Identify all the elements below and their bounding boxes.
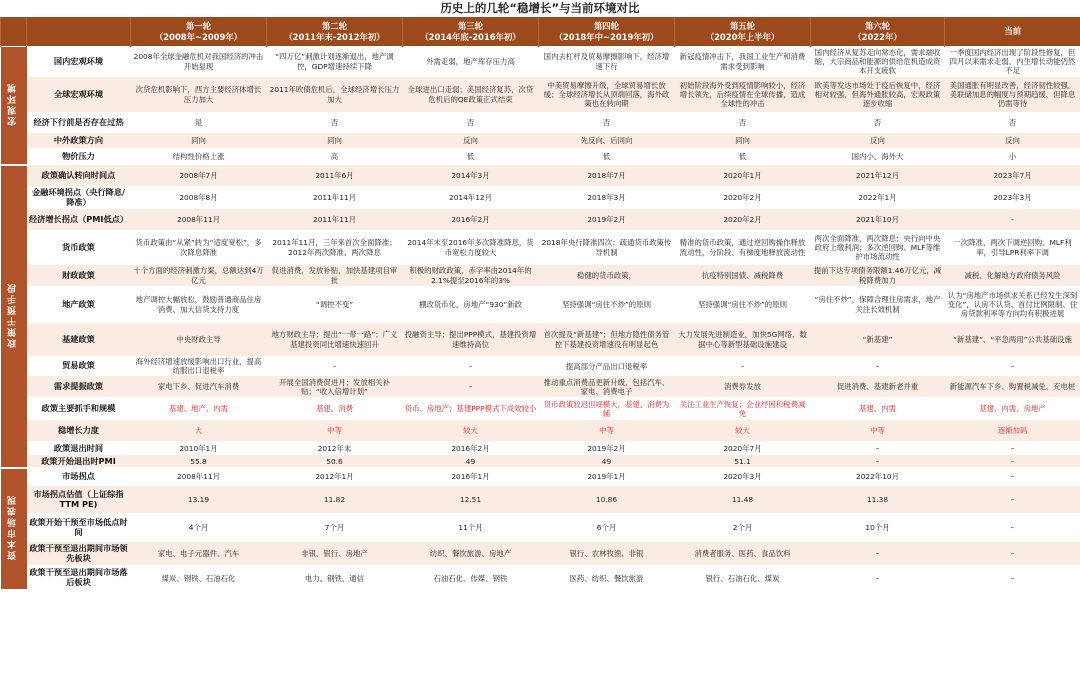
table-cell: 货币、房地产；基建PPP模式下成效较小 <box>403 398 539 420</box>
row-label: 市场拐点 <box>27 468 131 486</box>
table-cell: – <box>403 376 539 398</box>
table-cell: – <box>675 357 811 376</box>
table-row <box>1 542 1080 566</box>
table-row <box>1 287 1080 323</box>
table-cell: 基建、地产、内需 <box>131 398 267 420</box>
table-cell: – <box>945 357 1080 376</box>
table-cell: “房住不炒”，保障合理住房需求，地产关注长效机制 <box>811 287 945 323</box>
table-cell: 50.6 <box>267 455 403 468</box>
table-cell: 认为“房地产市场供求关系已经发生深刻变化”，认房不认贷、首付比例限制、住房贷款利率等方向均有积极进展 <box>945 287 1080 323</box>
table-cell: – <box>945 442 1080 455</box>
table-cell: 国内经济从复苏走向常态化，需求端收缩，大宗商品和能源的供给危机造成资本开支疲软 <box>811 47 945 77</box>
table-cell: 中等 <box>811 420 945 442</box>
table-cell: 2011年11月 <box>267 187 403 209</box>
table-cell: – <box>811 542 945 566</box>
table-cell: 投融资主导；提出PPP模式，基建投资增速维持高位 <box>403 323 539 357</box>
table-cell: 2016年1月 <box>403 468 539 486</box>
table-cell: 家电下乡、促进汽车消费 <box>131 376 267 398</box>
row-label: 经济下行前是否存在过热 <box>27 113 131 133</box>
table-cell: 坚持强调“房住不炒”的原则 <box>675 287 811 323</box>
header-corner <box>1 17 27 47</box>
table-cell: - <box>945 209 1080 231</box>
table-cell: 51.1 <box>675 455 811 468</box>
table-cell: 稳健的货币政策， <box>539 265 675 287</box>
table-row <box>1 209 1080 231</box>
column-header: 第三轮 （2014年底-2016年初） <box>403 17 539 47</box>
table-cell: 非银、银行、房地产 <box>267 542 403 566</box>
table-cell: 2023年7月 <box>945 165 1080 187</box>
table-cell: 中美贸易摩擦升级，全球贸易增长放缓；全球经济增长从顶端回落，海外政策也在转向期 <box>539 77 675 113</box>
table-cell: 否 <box>945 113 1080 133</box>
row-label: 贸易政策 <box>27 357 131 376</box>
table-cell: – <box>811 455 945 468</box>
table-row <box>1 376 1080 398</box>
row-label: 稳增长力度 <box>27 420 131 442</box>
row-label: 政策确认转向时间点 <box>27 165 131 187</box>
header-corner-label <box>27 17 131 47</box>
table-cell: 家电、电子元器件、汽车 <box>131 542 267 566</box>
table-cell: 基建、内需、房地产 <box>945 398 1080 420</box>
table-cell: 2019年2月 <box>539 442 675 455</box>
column-header: 第五轮 （2020年上半年） <box>675 17 811 47</box>
table-cell: 11.38 <box>811 486 945 514</box>
table-cell: 精准的货币政策，通过逆回购操作释放流动性，分阶段、有梯度地释放流动性 <box>675 231 811 265</box>
table-cell: 基建、内需 <box>811 398 945 420</box>
table-body <box>1 47 1080 590</box>
table-cell: 电力、钢铁、通信 <box>267 566 403 590</box>
table-cell: – <box>945 455 1080 468</box>
table-cell: 2022年10月 <box>811 468 945 486</box>
table-cell: 2020年2月 <box>675 187 811 209</box>
table-row <box>1 165 1080 187</box>
table-cell: 2021年12月 <box>811 165 945 187</box>
table-cell: 十个方面的经济刺激方案，总额达到4万亿元 <box>131 265 267 287</box>
table-cell: 初始阶段海外受到疫情影响较小，经济增长领先，后续疫情在全球传播，造成全球性的冲击 <box>675 77 811 113</box>
table-cell: 12.51 <box>403 486 539 514</box>
table-cell: 全球进出口走弱；美国经济复苏，次贷危机后的QE政策正式结束 <box>403 77 539 113</box>
row-label: 政策退出时间 <box>27 442 131 455</box>
table-cell: 低 <box>539 149 675 165</box>
row-label: 政策干预至退出期间市场领先板块 <box>27 542 131 566</box>
table-cell: 中等 <box>267 420 403 442</box>
table-cell: 减税、化解地方政府债务风险 <box>945 265 1080 287</box>
table-cell: – <box>811 357 945 376</box>
table-row <box>1 231 1080 265</box>
column-header: 第四轮 （2018年中~2019年初） <box>539 17 675 47</box>
row-label: 物价压力 <box>27 149 131 165</box>
table-title: 历史上的几轮“稳增长”与当前环境对比 <box>440 1 640 15</box>
table-row <box>1 47 1080 77</box>
table-cell: 新能源汽车下乡、购置税减免、充电桩 <box>945 376 1080 398</box>
table-cell: 2008年8月 <box>131 187 267 209</box>
table-cell: 地方财政主导；提出“一带一路”；广义基建投资同比增速快速回升 <box>267 323 403 357</box>
table-cell: “新基建” <box>811 323 945 357</box>
table-cell: 一季度国内经济出现了阶段性修复，但四月以来需求走弱，内生增长动能仍然不足 <box>945 47 1080 77</box>
table-row <box>1 566 1080 590</box>
table-row <box>1 77 1080 113</box>
table-row <box>1 149 1080 165</box>
table-cell: 13.19 <box>131 486 267 514</box>
table-row <box>1 455 1080 468</box>
table-cell: 棚改货币化，房地产“930”新政 <box>403 287 539 323</box>
row-label: 国内宏观环境 <box>27 47 131 77</box>
table-cell: 2014年末至2016年多次降准降息，货币宽松力度较大 <box>403 231 539 265</box>
table-cell: 2023年3月 <box>945 187 1080 209</box>
table-cell: 2016年2月 <box>403 209 539 231</box>
table-cell: 2014年12月 <box>403 187 539 209</box>
table-cell: 欧美等发达市场处于疫后恢复中，经济相对较强，但海外通胀较高，宏观政策逐步收缩 <box>811 77 945 113</box>
table-cell: 2019年2月 <box>539 209 675 231</box>
table-row <box>1 486 1080 514</box>
table-cell: “新基建”、“平急两用”公共基础设施 <box>945 323 1080 357</box>
table-cell: 大力发展先进制造业，加快5G网络、数据中心等新型基础设施建设 <box>675 323 811 357</box>
table-cell: 10.86 <box>539 486 675 514</box>
table-cell: 首次提及“新基建”；但地方隐性债务管控下基建投资增速没有明显起色 <box>539 323 675 357</box>
row-label: 政策主要抓手和规模 <box>27 398 131 420</box>
table-cell: 11.82 <box>267 486 403 514</box>
table-cell: 2018年7月 <box>539 165 675 187</box>
table-cell: 2016年2月 <box>403 442 539 455</box>
table-row <box>1 398 1080 420</box>
table-cell: 同向 <box>267 133 403 149</box>
table-cell: 地产调控大幅放松，鼓励普通商品住房消费、加大信贷支持力度 <box>131 287 267 323</box>
row-label: 货币政策 <box>27 231 131 265</box>
table-cell: 开展全国消费促进月；发放相关补贴；“收入倍增计划” <box>267 376 403 398</box>
table-cell: 提高部分产品出口退税率 <box>539 357 675 376</box>
table-cell: 中央财政主导 <box>131 323 267 357</box>
table-cell: 积极的财政政策，赤字率由2014年的2.1%提至2016年的3% <box>403 265 539 287</box>
table-cell: 国内小、海外大 <box>811 149 945 165</box>
table-cell: 2020年7月 <box>675 442 811 455</box>
table-cell: 否 <box>811 113 945 133</box>
table-cell: 2012年末 <box>267 442 403 455</box>
table-cell: 小 <box>945 149 1080 165</box>
row-label: 需求提振政策 <box>27 376 131 398</box>
table-cell: 同向 <box>675 133 811 149</box>
table-cell: 低 <box>403 149 539 165</box>
table-cell: 2018年3月 <box>539 187 675 209</box>
table-cell: 2008年11月 <box>131 209 267 231</box>
table-cell: 2008年全球金融危机对我国经济的冲击开始显现 <box>131 47 267 77</box>
table-cell: 推动重点消费品更新升级，包括汽车、家电、消费电子 <box>539 376 675 398</box>
table-cell: – <box>811 442 945 455</box>
column-header: 当前 <box>945 17 1080 47</box>
header-row <box>1 17 1080 47</box>
table-cell: 坚持强调“房住不炒”的原则 <box>539 287 675 323</box>
table-cell: “四万亿”刺激计划逐渐退出，地产调控，GDP增速持续下降 <box>267 47 403 77</box>
table-cell: 2011年11月 <box>267 209 403 231</box>
table-cell: 两次全面降准，两次降息；央行向中央政府上缴利润；多次逆回购、MLF等维护市场流动性 <box>811 231 945 265</box>
table-cell: 石油石化、传媒、钢铁 <box>403 566 539 590</box>
table-cell: 纺织、餐饮旅游、房地产 <box>403 542 539 566</box>
table-cell: 2010年1月 <box>131 442 267 455</box>
group-label: 资本市场表现 <box>1 468 27 590</box>
table-row <box>1 133 1080 149</box>
row-label: 经济增长拐点（PMI低点） <box>27 209 131 231</box>
table-row <box>1 442 1080 455</box>
table-row <box>1 468 1080 486</box>
table-cell: 2019年1月 <box>539 468 675 486</box>
table-cell: – <box>945 542 1080 566</box>
table-cell: 逐渐加码 <box>945 420 1080 442</box>
table-cell: 2012年1月 <box>267 468 403 486</box>
table-cell: 反向 <box>945 133 1080 149</box>
row-label: 地产政策 <box>27 287 131 323</box>
table-cell: – <box>945 514 1080 542</box>
column-header: 第一轮 （2008年~2009年） <box>131 17 267 47</box>
group-label: 宏观环境 <box>1 47 27 165</box>
table-cell: 11.48 <box>675 486 811 514</box>
table-cell: 消费者服务、医药、食品饮料 <box>675 542 811 566</box>
table-row <box>1 357 1080 376</box>
table-cell: 是 <box>131 113 267 133</box>
table-cell: 2021年10月 <box>811 209 945 231</box>
table-cell: 6个月 <box>539 514 675 542</box>
table-cell: 2011年6月 <box>267 165 403 187</box>
row-label: 金融环境拐点（央行降息/降准） <box>27 187 131 209</box>
group-label: 政策干预手段 <box>1 165 27 468</box>
table-cell: 2022年1月 <box>811 187 945 209</box>
row-label: 全球宏观环境 <box>27 77 131 113</box>
table-cell: 4个月 <box>131 514 267 542</box>
table-cell: 关注工业生产恢复；企业纾困和税费减免 <box>675 398 811 420</box>
table-cell: 抗疫特别国债、减税降费 <box>675 265 811 287</box>
table-cell: 2个月 <box>675 514 811 542</box>
row-label: 政策干预至退出期间市场落后板块 <box>27 566 131 590</box>
comparison-table <box>0 16 1080 591</box>
table-cell: 海外经济增速放缓影响出口行业，提高纺服出口退税率 <box>131 357 267 376</box>
table-cell: 2014年3月 <box>403 165 539 187</box>
table-cell: 外需走弱，地产库存压力高 <box>403 47 539 77</box>
row-label: 政策开始退出时PMI <box>27 455 131 468</box>
table-cell: 大 <box>131 420 267 442</box>
table-cell: – <box>945 566 1080 590</box>
table-cell: 美国通胀有明显改善，经济韧性较强。美联储加息的幅度与预期趋缓，但降息仍需等待 <box>945 77 1080 113</box>
table-cell: 2020年3月 <box>675 468 811 486</box>
table-cell: – <box>811 566 945 590</box>
table-cell: 2011年11月，三年来首次全面降准；2012年两次降准、两次降息 <box>267 231 403 265</box>
table-cell: 否 <box>267 113 403 133</box>
table-cell: – <box>267 357 403 376</box>
row-label: 财政政策 <box>27 265 131 287</box>
table-cell: 2020年2月 <box>675 209 811 231</box>
row-label: 中外政策方向 <box>27 133 131 149</box>
table-cell: 同向 <box>131 133 267 149</box>
table-cell: 2020年1月 <box>675 165 811 187</box>
table-cell: 货币政策由“从紧”转为“适度宽松”，多次降息降准 <box>131 231 267 265</box>
table-cell: 新冠疫情冲击下，我国工业生产和消费需求受到影响 <box>675 47 811 77</box>
table-cell: 结构性价格上涨 <box>131 149 267 165</box>
table-cell: 较大 <box>675 420 811 442</box>
row-label: 基建政策 <box>27 323 131 357</box>
table-cell: – <box>403 357 539 376</box>
table-cell: 反向 <box>811 133 945 149</box>
table-cell: 次贷危机影响下，西方主要经济体增长压力加大 <box>131 77 267 113</box>
column-header: 第二轮 （2011年末-2012年初） <box>267 17 403 47</box>
table-row <box>1 514 1080 542</box>
table-cell: 2011年欧债危机后，全球经济增长压力加大 <box>267 77 403 113</box>
table-cell: 基建、消费 <box>267 398 403 420</box>
table-cell: 煤炭、钢铁、石油石化 <box>131 566 267 590</box>
row-label: 市场拐点估值（上证综指TTM PE) <box>27 486 131 514</box>
table-cell: 2008年7月 <box>131 165 267 187</box>
table-row <box>1 420 1080 442</box>
table-cell: 反向 <box>403 133 539 149</box>
table-cell: – <box>945 486 1080 514</box>
table-row <box>1 187 1080 209</box>
table-cell: 否 <box>539 113 675 133</box>
table-cell: 55.8 <box>131 455 267 468</box>
table-cell: 2018年央行降准四次；疏通货币政策传导机制 <box>539 231 675 265</box>
table-cell: 先反向、后同向 <box>539 133 675 149</box>
table-cell: 7个月 <box>267 514 403 542</box>
table-cell: 银行、农林牧渔、非银 <box>539 542 675 566</box>
table-cell: 一次降准，两次下调逆回购、MLF利率，引导LPR利率下调 <box>945 231 1080 265</box>
table-cell: 促进消费、基建新老并重 <box>811 376 945 398</box>
table-cell: 49 <box>539 455 675 468</box>
table-cell: – <box>945 468 1080 486</box>
row-label: 政策开始干预至市场低点时间 <box>27 514 131 542</box>
table-cell: 货币政策较迟但规模大，基建、消费为辅 <box>539 398 675 420</box>
column-header: 第六轮 （2022年） <box>811 17 945 47</box>
table-cell: 10个月 <box>811 514 945 542</box>
table-cell: 中等 <box>539 420 675 442</box>
table-cell: 医药、纺织、餐饮旅游 <box>539 566 675 590</box>
table-cell: 高 <box>267 149 403 165</box>
table-cell: 11个月 <box>403 514 539 542</box>
table-cell: 否 <box>403 113 539 133</box>
table-cell: 低 <box>675 149 811 165</box>
table-row <box>1 323 1080 357</box>
table-cell: 49 <box>403 455 539 468</box>
table-cell: 国内去杠杆及贸易摩擦影响下，经济增速下行 <box>539 47 675 77</box>
table-cell: 2008年11月 <box>131 468 267 486</box>
table-cell: 较大 <box>403 420 539 442</box>
table-cell: 消费券发放 <box>675 376 811 398</box>
table-cell: 提前下达专项债务限额1.46万亿元，减税降费加力 <box>811 265 945 287</box>
table-cell: 银行、石油石化、煤炭 <box>675 566 811 590</box>
table-row <box>1 113 1080 133</box>
table-cell: 否 <box>675 113 811 133</box>
table-cell: “调控不变” <box>267 287 403 323</box>
table-row <box>1 265 1080 287</box>
table-cell: 促进消费，发放补贴，加快基建项目审批 <box>267 265 403 287</box>
